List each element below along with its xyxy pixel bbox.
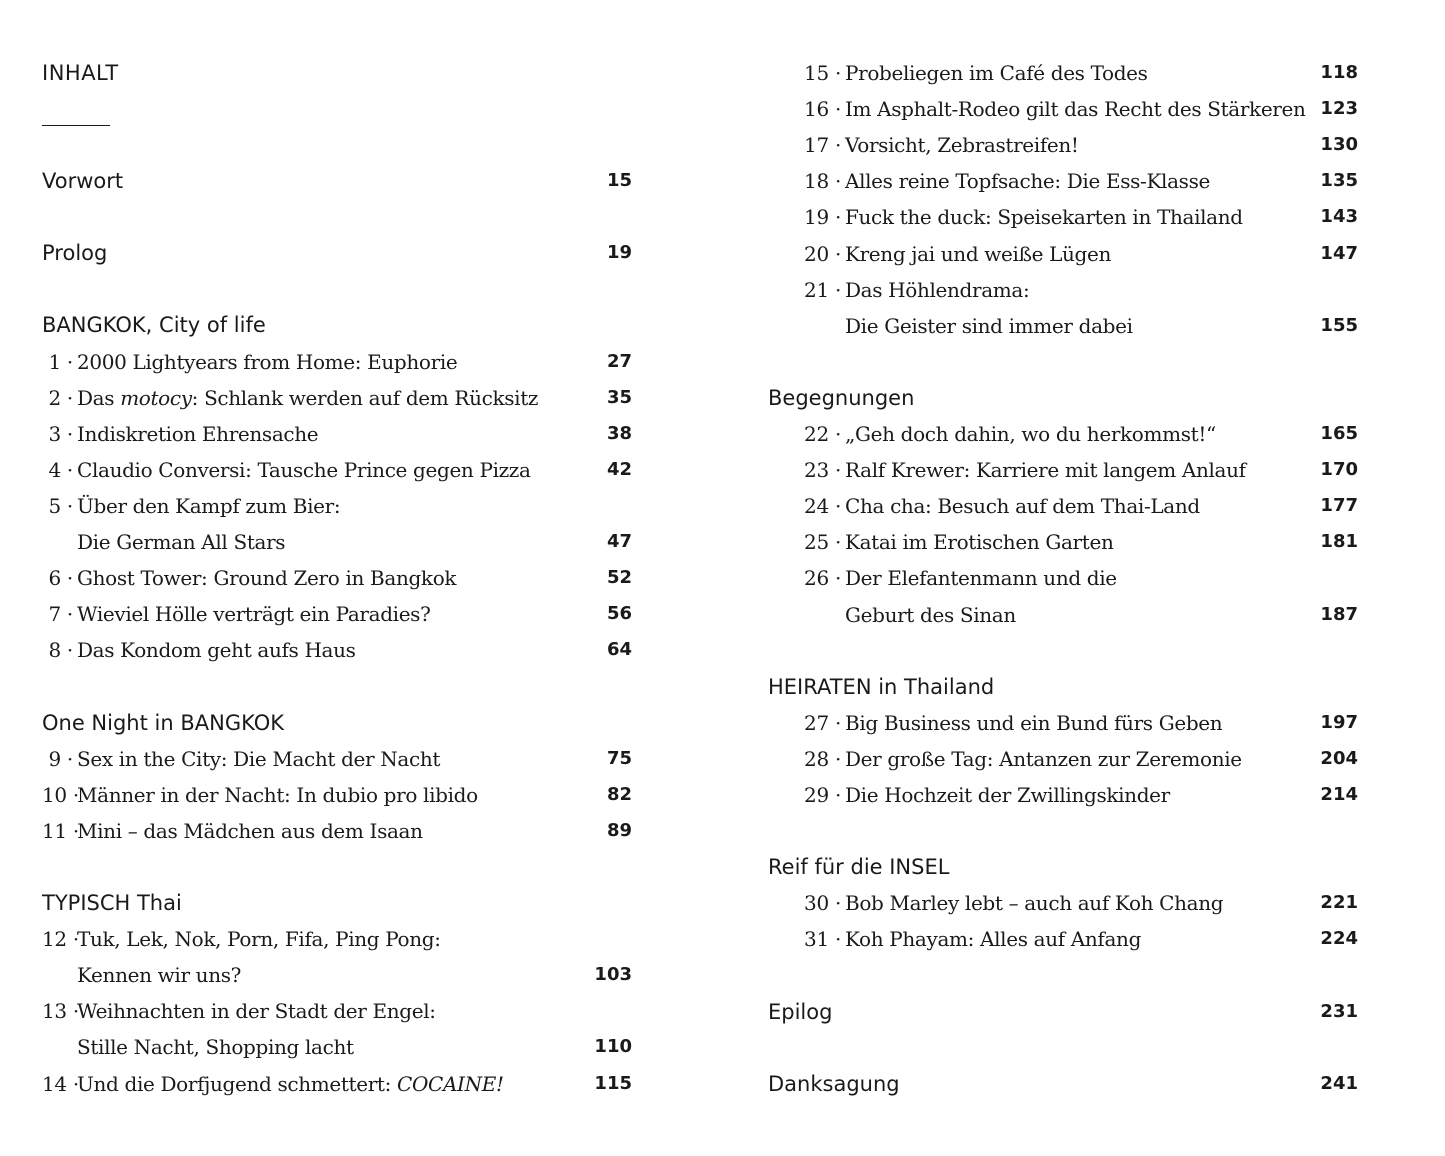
toc-chapter-row (768, 91, 1358, 127)
toc-section (42, 235, 632, 271)
chapter-title: Der Elefantenmann und die (845, 566, 1117, 591)
toc-chapter-row (42, 596, 632, 632)
toc-chapter-row (42, 380, 632, 416)
page-number: 47 (606, 531, 632, 552)
chapter-title: Das Höhlendrama: (845, 277, 1030, 302)
chapter-title: Indiskretion Ehrensache (77, 421, 319, 446)
page-number: 214 (1320, 784, 1358, 805)
toc-chapter-row (42, 452, 632, 488)
chapter-number: 21 · (804, 277, 841, 302)
page-number: 147 (1320, 242, 1358, 264)
section-label: Danksagung (768, 1071, 900, 1096)
toc-chapter-row-continued (42, 957, 632, 993)
chapter-title: Ralf Krewer: Karriere mit langem Anlauf (845, 458, 1246, 483)
chapter-number: 8 · (48, 638, 73, 663)
page-number: 52 (606, 567, 632, 589)
toc-chapter-row-continued (42, 1029, 632, 1065)
toc-chapter-row (42, 777, 632, 813)
toc-group-heading (768, 669, 1358, 705)
group-label: TYPISCH Thai (42, 891, 182, 915)
toc-section (42, 163, 632, 199)
chapter-title: Das Kondom geht aufs Haus (77, 638, 356, 663)
chapter-number: 17 · (804, 133, 841, 158)
chapter-title: Die Hochzeit der Zwillingskinder (845, 783, 1170, 807)
page-number: 177 (1320, 495, 1358, 517)
section-label: Vorwort (42, 169, 124, 193)
page-number: 130 (1320, 134, 1358, 156)
chapter-number: 25 · (804, 530, 841, 555)
chapter-title: Alles reine Topfsache: Die Ess-Klasse (845, 169, 1210, 194)
group-label: BANGKOK, City of life (42, 313, 266, 338)
group-label: Reif für die INSEL (768, 855, 950, 880)
toc-chapter-row (42, 344, 632, 380)
chapter-title-line2: Stille Nacht, Shopping lacht (77, 1035, 354, 1060)
chapter-title-line2: Geburt des Sinan (845, 602, 1016, 627)
toc-chapter-row (768, 705, 1358, 741)
chapter-number: 23 · (804, 458, 841, 483)
toc-chapter-row (42, 488, 632, 524)
page-number: 241 (1320, 1072, 1358, 1094)
chapter-number: 18 · (804, 169, 841, 194)
chapter-title: Das motocy: Schlank werden auf dem Rücksitz (77, 385, 539, 410)
page-number: 75 (606, 747, 632, 769)
chapter-number: 14 · (42, 1071, 79, 1096)
chapter-number: 4 · (48, 457, 73, 482)
chapter-title: Vorsicht, Zebrastreifen! (845, 133, 1079, 158)
toc-chapter-row (42, 416, 632, 452)
toc-chapter-row (768, 921, 1358, 957)
page-number: 231 (1320, 1000, 1358, 1022)
chapter-number: 31 · (804, 927, 841, 952)
page-number: 82 (606, 783, 632, 805)
page-number: 181 (1320, 531, 1358, 553)
toc-chapter-row (768, 452, 1358, 488)
chapter-number: 20 · (804, 241, 841, 266)
chapter-title-line2: Die German All Stars (77, 530, 286, 554)
chapter-title: Big Business und ein Bund fürs Geben (845, 710, 1223, 735)
toc-chapter-row (768, 127, 1358, 163)
chapter-title-line2: Kennen wir uns? (77, 963, 242, 988)
toc-chapter-row (768, 163, 1358, 199)
page-number: 123 (1320, 98, 1358, 120)
page-number: 165 (1320, 423, 1358, 444)
page-number: 27 (606, 350, 632, 372)
chapter-title: 2000 Lightyears from Home: Euphorie (77, 349, 458, 374)
chapter-title: Bob Marley lebt – auch auf Koh Chang (845, 891, 1224, 916)
toc-chapter-row (42, 560, 632, 596)
toc-chapter-row (42, 813, 632, 849)
group-label: Begegnungen (768, 385, 915, 410)
chapter-number: 22 · (804, 422, 841, 446)
page-number: 103 (594, 964, 632, 986)
chapter-title-italic: COCAINE! (397, 1071, 504, 1096)
toc-chapter-row (768, 199, 1358, 235)
chapter-title: Über den Kampf zum Bier: (77, 493, 341, 518)
page-number: 110 (594, 1036, 632, 1058)
chapter-title-line2: Die Geister sind immer dabei (845, 313, 1133, 338)
chapter-title: Kreng jai und weiße Lügen (845, 241, 1112, 266)
toc-chapter-row (768, 524, 1358, 560)
chapter-number: 1 · (48, 349, 73, 374)
page-number: 42 (606, 458, 632, 480)
page-number: 118 (1320, 62, 1358, 83)
page-number: 15 (606, 170, 632, 191)
chapter-title: Wieviel Hölle verträgt ein Paradies? (77, 602, 431, 627)
chapter-number: 12 · (42, 927, 79, 952)
chapter-title: Männer in der Nacht: In dubio pro libido (77, 782, 478, 807)
page-number: 135 (1320, 170, 1358, 192)
chapter-number: 26 · (804, 566, 841, 591)
page-number: 115 (594, 1072, 632, 1094)
chapter-title: Koh Phayam: Alles auf Anfang (845, 927, 1142, 952)
chapter-number: 30 · (804, 891, 841, 916)
chapter-number: 11 · (42, 818, 79, 843)
chapter-number: 16 · (804, 97, 841, 122)
toc-chapter-row (768, 741, 1358, 777)
chapter-number: 2 · (48, 385, 73, 410)
toc-section (768, 994, 1358, 1030)
toc-chapter-row (768, 777, 1358, 813)
toc-section (768, 1066, 1358, 1102)
toc-group-heading (768, 849, 1358, 885)
chapter-title: Tuk, Lek, Nok, Porn, Fifa, Ping Pong: (77, 927, 441, 952)
chapter-title-italic: motocy (120, 385, 192, 410)
chapter-number: 24 · (804, 494, 841, 519)
toc-group-heading (42, 705, 632, 741)
chapter-number: 9 · (48, 746, 73, 771)
chapter-title: Fuck the duck: Speisekarten in Thailand (845, 205, 1243, 230)
page-number: 19 (606, 242, 632, 264)
page-number: 155 (1320, 314, 1358, 336)
chapter-number: 5 · (48, 493, 73, 518)
chapter-number: 13 · (42, 999, 79, 1024)
toc-chapter-row-continued (42, 524, 632, 560)
group-label: One Night in BANGKOK (42, 710, 285, 735)
toc-chapter-row (768, 55, 1358, 91)
toc-chapter-row (768, 560, 1358, 596)
toc-chapter-row (42, 993, 632, 1029)
title-rule (42, 125, 110, 126)
section-label: Prolog (42, 241, 108, 266)
page-number: 221 (1320, 892, 1358, 914)
page-number: 35 (606, 386, 632, 408)
chapter-title: Claudio Conversi: Tausche Prince gegen Pizza (77, 457, 531, 482)
chapter-number: 7 · (48, 602, 73, 627)
page-number: 143 (1320, 206, 1358, 228)
toc-chapter-row (42, 741, 632, 777)
chapter-number: 28 · (804, 746, 841, 771)
toc-chapter-row-continued (768, 308, 1358, 344)
page-number: 38 (606, 422, 632, 444)
chapter-title: Im Asphalt-Rodeo gilt das Recht des Stärkeren (845, 97, 1306, 122)
chapter-title: Mini – das Mädchen aus dem Isaan (77, 818, 423, 843)
toc-chapter-row (768, 416, 1358, 452)
page-number: 89 (606, 819, 632, 841)
chapter-title: Ghost Tower: Ground Zero in Bangkok (77, 566, 457, 591)
chapter-title: Probeliegen im Café des Todes (845, 61, 1148, 85)
toc-title: INHALT (42, 61, 119, 85)
chapter-number: 19 · (804, 205, 841, 230)
chapter-number: 10 · (42, 782, 79, 807)
chapter-title: Cha cha: Besuch auf dem Thai-Land (845, 494, 1200, 519)
chapter-number: 6 · (48, 566, 73, 591)
toc-group-heading (768, 380, 1358, 416)
toc-chapter-row-continued (768, 597, 1358, 633)
toc-group-heading (42, 307, 632, 343)
toc-chapter-row (768, 885, 1358, 921)
section-label: Epilog (768, 999, 833, 1024)
toc-chapter-row (42, 1066, 632, 1102)
chapter-title: Weihnachten in der Stadt der Engel: (77, 999, 436, 1024)
toc-chapter-row (768, 272, 1358, 308)
chapter-title: Katai im Erotischen Garten (845, 530, 1114, 555)
toc-group-heading (42, 885, 632, 921)
toc-chapter-row (42, 632, 632, 668)
chapter-title: Und die Dorfjugend schmettert: COCAINE! (77, 1071, 504, 1096)
chapter-number: 3 · (48, 421, 73, 446)
chapter-number: 15 · (804, 61, 841, 85)
toc-chapter-row (768, 236, 1358, 272)
chapter-number: 29 · (804, 783, 841, 807)
toc-chapter-row (768, 488, 1358, 524)
page-number: 204 (1320, 747, 1358, 769)
chapter-number: 27 · (804, 710, 841, 735)
page-number: 64 (606, 639, 632, 661)
page-number: 224 (1320, 928, 1358, 950)
toc-chapter-row (42, 921, 632, 957)
chapter-title: Der große Tag: Antanzen zur Zeremonie (845, 746, 1242, 771)
chapter-title: „Geh doch dahin, wo du herkommst!“ (845, 422, 1216, 446)
page-number: 170 (1320, 459, 1358, 481)
page-number: 56 (606, 603, 632, 625)
page-number: 187 (1320, 603, 1358, 625)
page-number: 197 (1320, 711, 1358, 733)
chapter-title: Sex in the City: Die Macht der Nacht (77, 746, 441, 771)
group-label: HEIRATEN in Thailand (768, 674, 995, 699)
